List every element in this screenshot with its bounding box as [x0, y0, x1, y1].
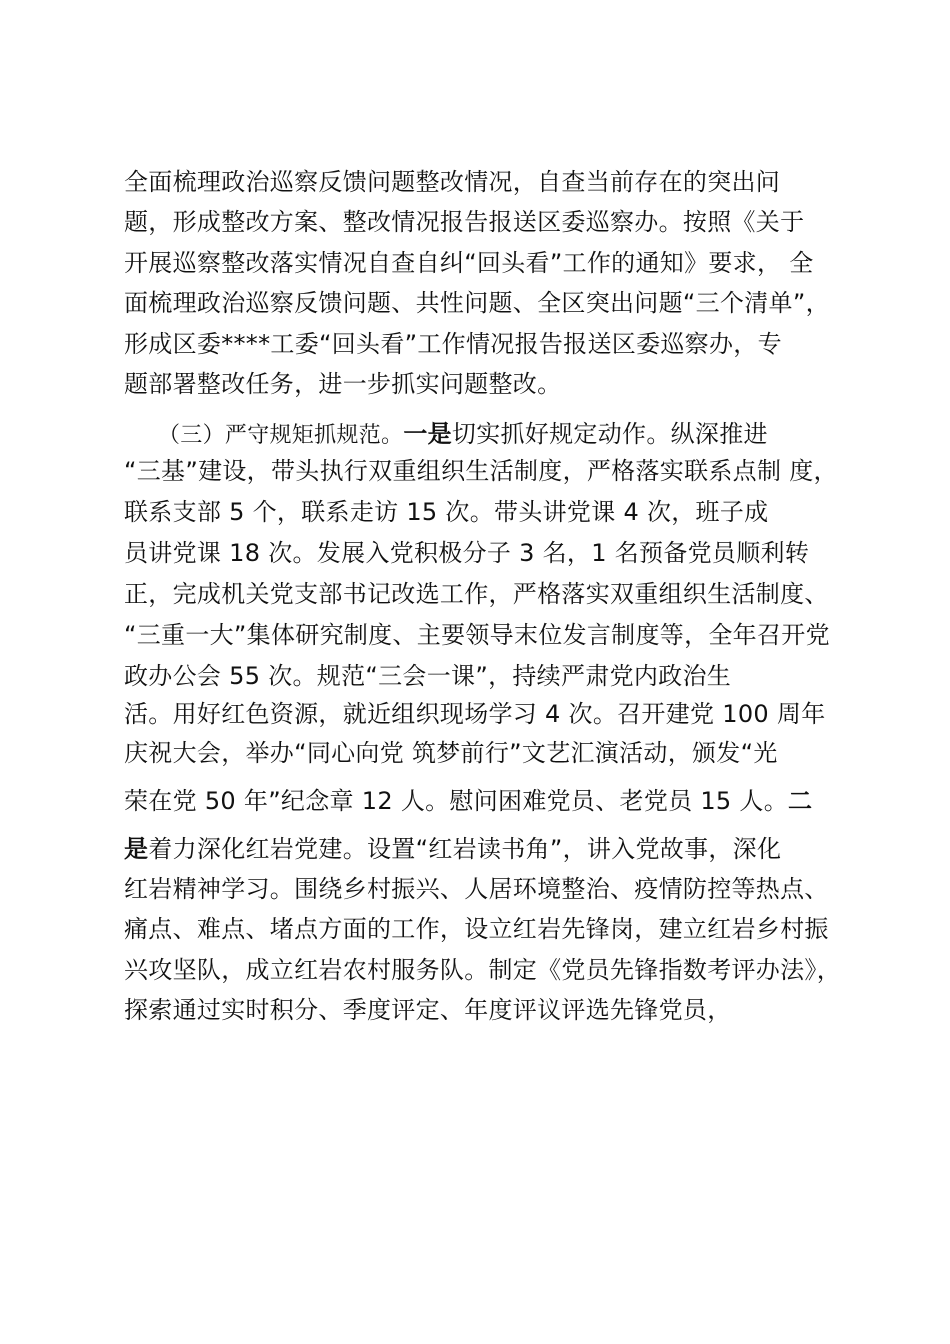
paragraph-line: 题，形成整改方案、整改情况报告报送区委巡察办。按照《关于 — [124, 208, 805, 236]
section-3-first-line — [158, 419, 768, 451]
paragraph-line: 题部署整改任务，进一步抓实问题整改。 — [124, 370, 562, 398]
paragraph-line: 庆祝大会，举办“同心向党 筑梦前行”文艺汇演活动，颁发“光 — [124, 739, 778, 767]
paragraph-line: 全面梳理政治巡察反馈问题整改情况，自查当前存在的突出问 — [124, 168, 781, 196]
item-text-1: 切实抓好规定动作。纵深推进 — [451, 420, 768, 448]
item-label-1: 一是 — [403, 420, 452, 448]
paragraph-line: 员讲党课 18 次。发展入党积极分子 3 名，1 名预备党员顺利转 — [124, 539, 810, 567]
item-text-2: 着力深化红岩党建。设置“红岩读书角”，讲入党故事，深化 — [148, 835, 782, 863]
item-2-second-line — [124, 834, 781, 864]
paragraph-line: 兴攻坚队，成立红岩农村服务队。制定《党员先锋指数考评办法》， — [124, 956, 841, 984]
section-heading: （三）严守规矩抓规范。 — [158, 423, 404, 448]
paragraph-line: “三基”建设，带头执行双重组织生活制度，严格落实联系点制 度， — [124, 457, 838, 485]
paragraph-line: 痛点、难点、堵点方面的工作，设立红岩先锋岗，建立红岩乡村振 — [124, 915, 829, 943]
paragraph-line: 活。用好红色资源，就近组织现场学习 4 次。召开建党 100 周年 — [124, 700, 826, 728]
item-label-2a: 二 — [788, 787, 813, 815]
paragraph-line: 政办公会 55 次。规范“三会一课”，持续严肃党内政治生 — [124, 662, 732, 690]
paragraph-line: 面梳理政治巡察反馈问题、共性问题、全区突出问题“三个清单”， — [124, 289, 830, 317]
paragraph-text: 荣在党 50 年”纪念章 12 人。慰问困难党员、老党员 15 人。 — [124, 787, 789, 815]
paragraph-line: 形成区委****工委“回头看”工作情况报告报送区委巡察办，专 — [124, 330, 782, 358]
item-2-first-line — [124, 786, 812, 816]
paragraph-line: 红岩精神学习。围绕乡村振兴、人居环境整治、疫情防控等热点、 — [124, 875, 829, 903]
paragraph-line: “三重一大”集体研究制度、主要领导末位发言制度等，全年召开党 — [124, 621, 830, 649]
item-label-2b: 是 — [124, 835, 149, 863]
paragraph-line: 正，完成机关党支部书记改选工作，严格落实双重组织生活制度、 — [124, 580, 829, 608]
paragraph-line: 联系支部 5 个，联系走访 15 次。带头讲党课 4 次，班子成 — [124, 498, 769, 526]
paragraph-line: 探索通过实时积分、季度评定、年度评议评选先锋党员， — [124, 996, 732, 1024]
paragraph-line: 开展巡察整改落实情况自查自纠“回头看”工作的通知》要求， 全 — [124, 249, 814, 277]
